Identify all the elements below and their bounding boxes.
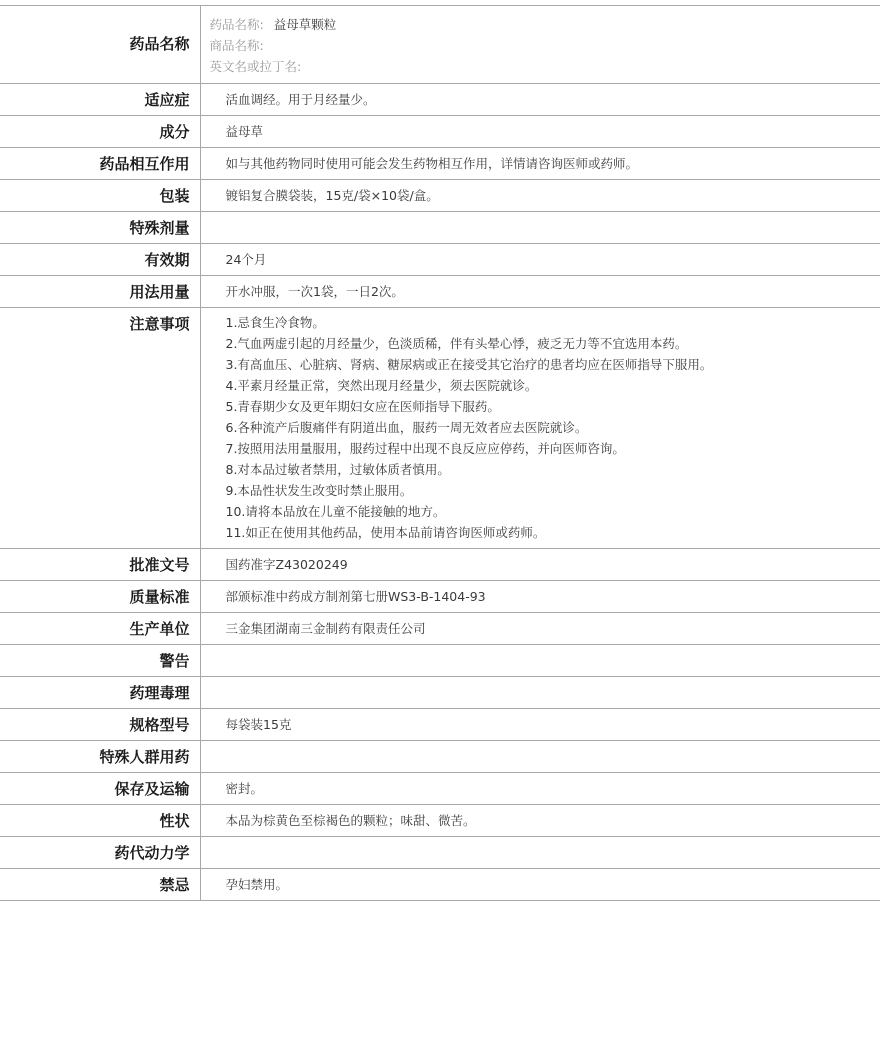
- table-row: [0, 741, 880, 773]
- row-value: 本品为棕黄色至棕褐色的颗粒；味甜、微苦。: [225, 813, 476, 828]
- table-row: [0, 244, 880, 276]
- row-label: 规格型号: [0, 709, 200, 741]
- table-row: [0, 148, 880, 180]
- row-label: 药代动力学: [0, 837, 200, 869]
- row-label: 药品名称: [0, 6, 200, 84]
- table-row: [0, 212, 880, 244]
- table-row: [0, 677, 880, 709]
- row-value: 每袋装15克: [225, 717, 292, 732]
- row-label: 禁忌: [0, 869, 200, 901]
- row-label: 生产单位: [0, 613, 200, 645]
- row-label: 成分: [0, 116, 200, 148]
- row-label: 批准文号: [0, 549, 200, 581]
- row-value: [200, 645, 880, 677]
- row-label: 性状: [0, 805, 200, 837]
- row-label: 特殊人群用药: [0, 741, 200, 773]
- list-item: 9.本品性状发生改变时禁止服用。: [225, 483, 413, 498]
- drug-info-table: [0, 5, 880, 901]
- trade-name-key: 商品名称:: [209, 38, 264, 53]
- table-row: [0, 581, 880, 613]
- row-value: [200, 212, 880, 244]
- table-row: [0, 276, 880, 308]
- row-label: 质量标准: [0, 581, 200, 613]
- row-value: [200, 677, 880, 709]
- drug-name-values: [200, 6, 880, 84]
- list-item: 6.各种流产后腹痛伴有阴道出血，服药一周无效者应去医院就诊。: [225, 420, 588, 435]
- list-item: 11.如正在使用其他药品，使用本品前请咨询医师或药师。: [225, 525, 546, 540]
- row-value: 密封。: [225, 781, 264, 796]
- table-row: [0, 805, 880, 837]
- row-value: 活血调经。用于月经量少。: [225, 92, 376, 107]
- table-row: [0, 84, 880, 116]
- row-value: 镀铝复合膜袋装，15克/袋×10袋/盒。: [225, 188, 439, 203]
- list-item: 8.对本品过敏者禁用，过敏体质者慎用。: [225, 462, 450, 477]
- list-item: 3.有高血压、心脏病、肾病、糖尿病或正在接受其它治疗的患者均应在医师指导下服用。: [225, 357, 713, 372]
- table-row: [0, 773, 880, 805]
- generic-name-key: 药品名称:: [209, 17, 264, 32]
- row-value: 三金集团湖南三金制药有限责任公司: [225, 621, 426, 636]
- row-value: 益母草: [225, 124, 264, 139]
- trade-name-line: [210, 35, 880, 56]
- row-value: [200, 837, 880, 869]
- generic-name-line: [210, 14, 880, 35]
- table-row-precautions: [0, 308, 880, 549]
- list-item: 2.气血两虚引起的月经量少，色淡质稀，伴有头晕心悸，疲乏无力等不宜选用本药。: [225, 336, 688, 351]
- list-item: 10.请将本品放在儿童不能接触的地方。: [225, 504, 446, 519]
- row-label: 有效期: [0, 244, 200, 276]
- precautions-list: [226, 312, 880, 543]
- row-label: 包装: [0, 180, 200, 212]
- table-row: [0, 549, 880, 581]
- row-value: 如与其他药物同时使用可能会发生药物相互作用，详情请咨询医师或药师。: [225, 156, 639, 171]
- row-label: 特殊剂量: [0, 212, 200, 244]
- row-value: 孕妇禁用。: [225, 877, 289, 892]
- row-value: 24个月: [225, 252, 267, 267]
- list-item: 1.忌食生冷食物。: [225, 315, 325, 330]
- row-value: 国药准字Z43020249: [225, 557, 348, 572]
- row-label: 注意事项: [0, 308, 200, 549]
- table-row: [0, 613, 880, 645]
- table-row: [0, 869, 880, 901]
- table-row: [0, 837, 880, 869]
- table-row: [0, 116, 880, 148]
- list-item: 7.按照用法用量服用，服药过程中出现不良反应应停药，并向医师咨询。: [225, 441, 625, 456]
- row-value: 开水冲服，一次1袋，一日2次。: [225, 284, 404, 299]
- english-name-line: [210, 56, 880, 77]
- list-item: 5.青春期少女及更年期妇女应在医师指导下服药。: [225, 399, 500, 414]
- table-row: [0, 645, 880, 677]
- table-row-drug-name: [0, 6, 880, 84]
- row-label: 用法用量: [0, 276, 200, 308]
- row-label: 药品相互作用: [0, 148, 200, 180]
- row-label: 保存及运输: [0, 773, 200, 805]
- row-value: 部颁标准中药成方制剂第七册WS3-B-1404-93: [225, 589, 486, 604]
- table-row: [0, 180, 880, 212]
- table-row: [0, 709, 880, 741]
- precautions-values: [200, 308, 880, 549]
- list-item: 4.平素月经量正常，突然出现月经量少，须去医院就诊。: [225, 378, 538, 393]
- row-label: 警告: [0, 645, 200, 677]
- row-label: 药理毒理: [0, 677, 200, 709]
- row-label: 适应症: [0, 84, 200, 116]
- generic-name-value: 益母草颗粒: [273, 17, 337, 32]
- row-value: [200, 741, 880, 773]
- english-name-key: 英文名或拉丁名:: [209, 59, 302, 74]
